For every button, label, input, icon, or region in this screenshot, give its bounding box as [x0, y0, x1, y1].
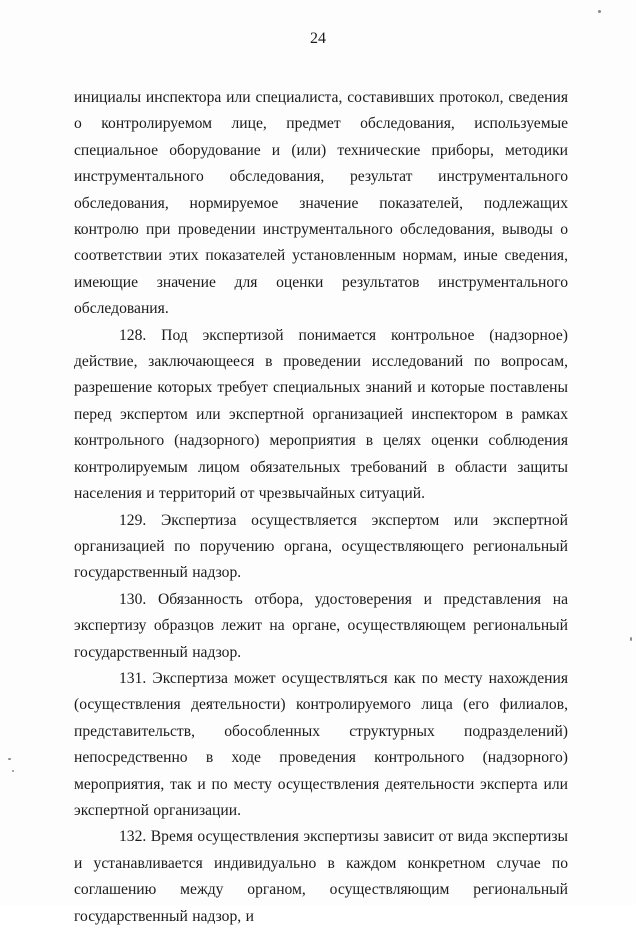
paragraph-128: 128. Под экспертизой понимается контрольное (надзорное) действие, заключающееся в проведении исследований по вопросам, разрешение которых требует специальных знаний и которые поставлены перед экспертом или экспертной организацией инспектором в рамках контрольного (надзорного) мероприятия в целях оценки соблюдения контролируемым лицом обязательных требований в области защиты населения и территорий от чрезвычайных ситуаций. [74, 326, 568, 503]
paragraph-130: 130. Обязанность отбора, удостоверения и представления на экспертизу образцов лежит на органе, осуществляющем региональный государственный надзор. [74, 590, 568, 661]
scan-speck [8, 758, 11, 760]
scan-speck [598, 10, 601, 13]
scan-speck [630, 637, 632, 641]
document-body [74, 85, 568, 930]
paragraph-131: 131. Экспертиза может осуществляться как по месту нахождения (осуществления деятельности) контролируемого лица (его филиалов, представительств, обособленных структурных подразделений) непосредственно в ходе проведения контрольного (надзорного) мероприятия, так и по месту осуществления деятельности эксперта или экспертной организации. [74, 669, 568, 819]
paragraph-129: 129. Экспертиза осуществляется экспертом или экспертной организацией по поручению органа, осуществляющего региональный государственный надзор. [74, 511, 568, 582]
scan-speck [12, 770, 14, 772]
paragraph-continuation: инициалы инспектора или специалиста, составивших протокол, сведения о контролируемом лице, предмет обследования, используемые специальное оборудование и (или) технические приборы, методики инструментального обследования, результат инструментального обследования, нормируемое значение показателей, подлежащих контролю при проведении инструментального обследования, выводы о соответствии этих показателей установленным нормам, иные сведения, имеющие значение для оценки результатов инструментального обследования. [74, 89, 568, 318]
page-number: 24 [310, 30, 326, 47]
paragraph-132: 132. Время осуществления экспертизы зависит от вида экспертизы и устанавливается индивидуально в каждом конкретном случае по соглашению между органом, осуществляющим региональный государственный надзор, и [74, 828, 568, 925]
